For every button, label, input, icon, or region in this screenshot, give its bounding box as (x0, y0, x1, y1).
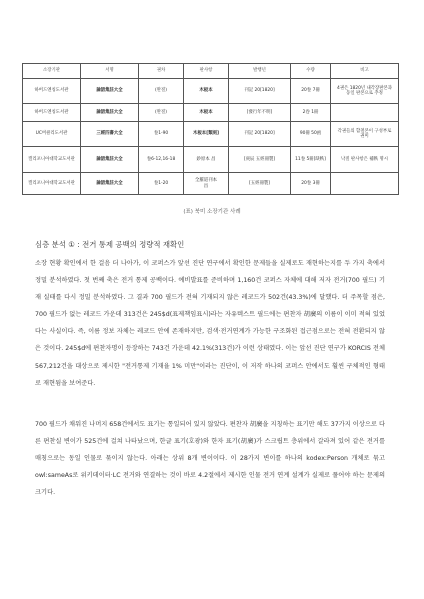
table-cell: 木板本[類刻] (184, 122, 229, 147)
header-cell: 비고 (331, 64, 399, 79)
table-cell (331, 104, 399, 122)
table-cell: [庚辰 五經冊製] (229, 147, 291, 173)
table-cell: 論語集註大全 (81, 173, 139, 195)
table-cell: 卷1-90 (139, 122, 184, 147)
table-cell: 4권은 1820년 내각장판본과 동일 판본으로 추정 (331, 79, 399, 104)
table-cell: 刊記 20[1820] (229, 122, 291, 147)
table-cell: 全羅道刊本 昌 (184, 173, 229, 195)
body-paragraph (35, 255, 385, 392)
header-cell: 권차 (139, 64, 184, 79)
table-cell: 90冊 50函 (291, 122, 331, 147)
table-cell: 20卷 3冊 (291, 173, 331, 195)
table-row (23, 122, 399, 147)
table-cell: (완질) (139, 104, 184, 122)
table-cell: 論語集註大全 (81, 79, 139, 104)
table-cell: 論語集註大全 (81, 147, 139, 173)
table-cell: 鈔原本 昌 (184, 147, 229, 173)
table-cell: UC버클리도서관 (23, 122, 81, 147)
holdings-table (22, 63, 399, 195)
table-cell: 論語集註大全 (81, 104, 139, 122)
table-cell: 하버드옌칭도서관 (23, 79, 81, 104)
table-row (23, 173, 399, 195)
table-cell: 하버드옌칭도서관 (23, 104, 81, 122)
table-cell: 刊記 20[1820] (229, 79, 291, 104)
table-cell: [發行年不明] (229, 104, 291, 122)
table-row (23, 147, 399, 173)
header-cell: 발행년 (229, 64, 291, 79)
table-cell: 11卷 5冊[缺帙] (291, 147, 331, 173)
table-caption: (표) 북미 소장기관 사례 (183, 209, 241, 215)
table-cell: 2卷 1冊 (291, 104, 331, 122)
table-cell: 20卷 7冊 (291, 79, 331, 104)
table-cell: 三經四書大全 (81, 122, 139, 147)
table-cell: 木板本 (184, 104, 229, 122)
paragraph-text: 700 필드가 채워진 나머지 658건에서도 표기는 통일되어 있지 않았다. 편찬자 胡廣을 지칭하는 표기만 해도 37가지 이상으로 다른 편찬실 변이가 525건에 걸쳐 나타났으며, 한글 표기(호광)와 한자 표기(胡廣)가 스크립트 층위에서 갈라져 있어 같은 전거를 매칭으로는 동일 인물로 묶이지 않는다. 아래는 상위 8개 변이이다. 이 28가지 변이를 하나의 kodex:Person 개체로 묶고 owl:sameAs로 위키데이터·LC 전거와 연결하는 것이 바로 4.2절에서 제시한 인물 전거 연계 설계가 실제로 풀어야 하는 문제의 크기다. (35, 421, 385, 497)
header-cell: 소장기관 (23, 64, 81, 79)
table-cell: 낙질 판사항은 補帙 명시 (331, 147, 399, 173)
body-paragraph (35, 416, 385, 501)
header-cell: 판사항 (184, 64, 229, 79)
table-cell: 캘리포니아대학교도서관 (23, 173, 81, 195)
table-cell: 캘리포니아대학교도서관 (23, 147, 81, 173)
table-cell: 卷1-20 (139, 173, 184, 195)
table-cell: 각권들의 합철본이 구성부로 권미 (331, 122, 399, 147)
paragraph-text: 소장 현황 확인에서 한 걸음 더 나아가, 이 코퍼스가 앞선 진단 연구에서 확인한 문제들을 실제로도 재현하는지를 두 가지 축에서 정밀 분석하였다. 첫 번째 축은 전거 통제 공백이다. 예비발표를 준비하며 1,160건 코퍼스 자체에 대해 저자 전거(700 필드) 기재 실태를 다시 정밀 분석하였다. 그 결과 700 필드가 전혀 기재되지 않은 레코드가 502건(43.3%)에 달했다. 더 주목할 점은, 700 필드가 없는 레코드 가운데 313건은 245$d(표제책임표시)라는 자유텍스트 필드에는 편찬자 胡廣의 이름이 이미 적혀 있었다는 사실이다. 즉, 이름 정보 자체는 레코드 안에 존재하지만, 검색·전거연계가 가능한 구조화된 접근점으로는 전혀 전환되지 않은 것이다. 245$d에 편찬자명이 등장하는 743건 가운데 42.1%(313건)가 이런 상태였다. 이는 앞선 진단 연구가 KORCIS 전체 567,212건을 대상으로 제시한 "전거통제 기재율 1% 미만"이라는 진단이, 이 저작 하나의 코퍼스 안에서도 훨씬 구체적인 형태로 재현됨을 보여준다. (35, 260, 385, 387)
header-cell: 서명 (81, 64, 139, 79)
table-cell: 木板本 (184, 79, 229, 104)
table-cell: 卷6-12,16-18 (139, 147, 184, 173)
table-row (23, 104, 399, 122)
table-cell: [五經冊製] (229, 173, 291, 195)
header-cell: 수량 (291, 64, 331, 79)
table-row (23, 79, 399, 104)
table-header-row (23, 64, 399, 79)
table-cell: (완질) (139, 79, 184, 104)
section-title: 심층 분석 ① : 전거 통제 공백의 정량적 재확인 (35, 240, 185, 249)
table-cell (331, 173, 399, 195)
